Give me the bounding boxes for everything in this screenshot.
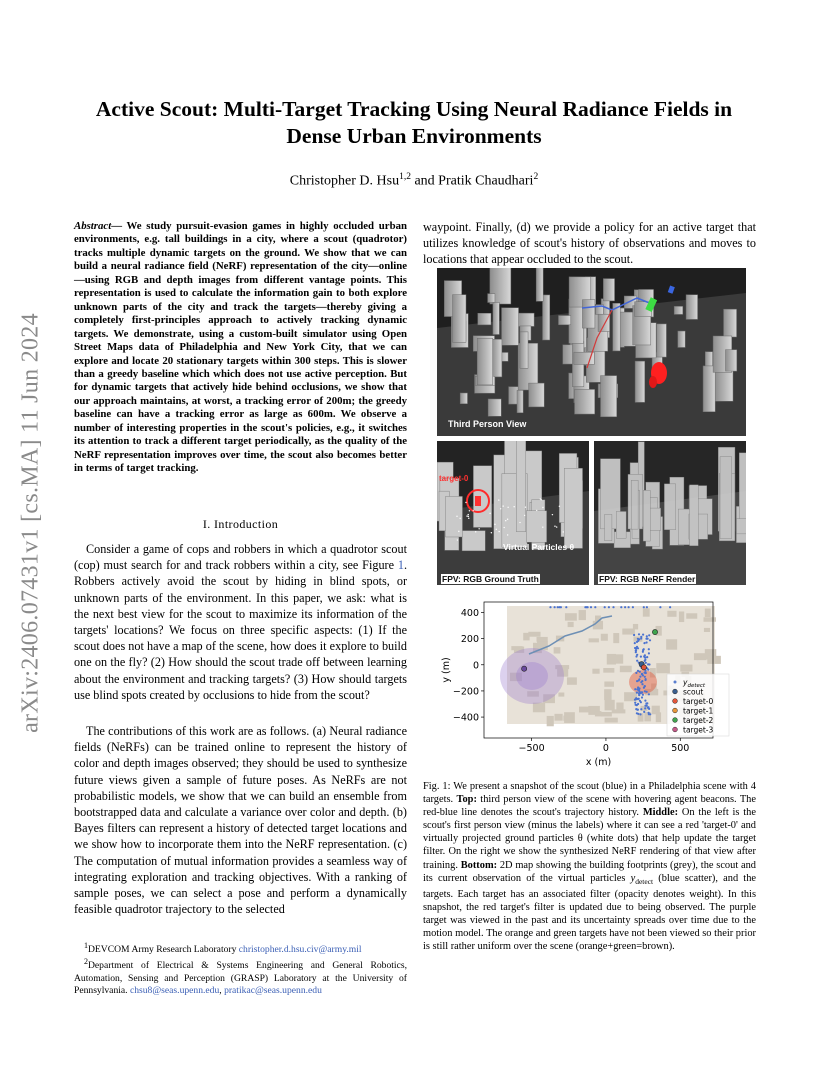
- right-paragraph-1: waypoint. Finally, (d) we provide a policy for an active target that utilizes knowledge of scout's history of observations and moves to locations that appear occluded to the scout.: [423, 220, 756, 267]
- legend-marker: [673, 708, 678, 713]
- legend-marker: [673, 689, 678, 694]
- legend-label: target-1: [683, 706, 714, 716]
- section-heading: I. Introduction: [202, 517, 279, 531]
- x-tick-label: 500: [671, 743, 690, 754]
- fpv-ground-truth-image: [437, 441, 589, 585]
- legend-marker: [673, 718, 678, 723]
- paper-title: Active Scout: Multi-Target Tracking Using Neural Radiance Fields in Dense Urban Environments: [95, 97, 733, 148]
- x-axis-label: x (m): [585, 757, 612, 768]
- y-tick-label: −200: [452, 686, 479, 698]
- target0-label: target-0: [439, 474, 469, 483]
- x-tick-label: −500: [518, 743, 545, 754]
- y-axis-label: y (m): [441, 657, 452, 683]
- fpv-nerf-label: FPV: RGB NeRF Render: [599, 574, 696, 584]
- legend-label: target-2: [683, 716, 714, 725]
- map-plot: [437, 596, 746, 776]
- virtual-particles-label: Virtual Particles θ: [503, 542, 575, 552]
- y-tick-label: −400: [452, 712, 479, 724]
- y-tick-label: 200: [460, 634, 479, 646]
- y-tick-label: 400: [460, 607, 479, 619]
- legend: [667, 674, 729, 736]
- figure-1: [437, 268, 746, 585]
- third-person-label: Third Person View: [448, 419, 527, 429]
- target-3-marker: [522, 666, 527, 671]
- fpv-nerf-render-image: [594, 441, 746, 585]
- email-link[interactable]: chsu8@seas.upenn.edu: [129, 984, 220, 996]
- author-1: Christopher D. Hsu: [289, 173, 400, 189]
- legend-label: $y_{detect}$: [683, 678, 706, 689]
- footnote-1: $^1$DEVCOM Army Research Laboratory christopher.d.hsu.civ@army.mil: [84, 941, 362, 956]
- figure-ref-link[interactable]: 1: [397, 558, 404, 573]
- footnote-2: $^2$Department of Electrical & Systems Engineering and General Robotics, Automation, Sensing and Perception (GRASP) Laboratory at the University of Pennsylvania. chsu8@seas.upenn.edu, pratikac@seas.upenn.edu: [74, 957, 407, 996]
- intro-paragraph-2: The contributions of this work are as follows. (a) Neural radiance fields (NeRFs) can be trained online to represent the history of color and depth images observed; they should be used to synthesize future views given a sample of future poses. As NeRFs are not probabilistic models, we show that we can build an ensemble from bootstrapped data and calculate a variance over color and depth. (b) Bayes filters can represent a history of detected target locations and we show how to incorporate them into the NeRF representation. (c) The computation of mutual information provides a seamless way of integrating exploration and tracking objectives. With a ranking of sample poses, we can select a pose and perform a dynamically feasible quadrotor trajectory to the selected: [74, 724, 407, 917]
- footnotes: [74, 940, 407, 997]
- target-2-marker: [652, 629, 657, 634]
- legend-label: target-3: [683, 725, 714, 735]
- y-tick-label: 0: [472, 660, 479, 672]
- legend-marker: [673, 699, 678, 704]
- author-2: Pratik Chaudhari: [438, 173, 534, 189]
- legend-marker: [674, 681, 677, 684]
- figure-caption: Fig. 1: We present a snapshot of the scout (blue) in a Philadelphia scene with 4 targets. Top: third person view of the scene with hovering agent beacons. The red-blue line denotes the scout's trajectory history. Middle: On the left is the scout's first person view (minus the labels) where it can see a red 'target-0' and virtually projected ground particles θ (white dots) that help update the target filter. On the right we show the synthesized NeRF rendering of that view after training. Bottom: 2D map showing the building footprints (grey), the scout and its current observation of the virtual particles $y_{detect}$ (blue scatter), and the targets. Each target has an associated filter (opacity denotes weight). In this snapshot, the red target's filter is updated due to being observed. The purple target was viewed in the past and its uncertainty spreads over time due to the motion model. The orange and green targets have not been viewed so their prior is still rather uniform over the scene (orange+green=brown).: [423, 781, 757, 953]
- arxiv-watermark: arXiv:2406.07431v1 [cs.MA] 11 Jun 2024: [17, 312, 44, 733]
- authors: Christopher D. Hsu$^{1,2}$ and Pratik Chaudhari$^2$: [289, 172, 539, 189]
- legend-label: target-0: [683, 697, 714, 706]
- email-link[interactable]: pratikac@seas.upenn.edu: [224, 984, 322, 996]
- target-0-marker: [641, 665, 646, 670]
- email-link[interactable]: christopher.d.hsu.civ@army.mil: [238, 944, 362, 956]
- fpv-rgb-label: FPV: RGB Ground Truth: [442, 574, 539, 584]
- legend-label: scout: [683, 687, 704, 697]
- legend-marker: [673, 727, 678, 732]
- intro-paragraph-1: Consider a game of cops and robbers in which a quadrotor scout (cop) must search for and track robbers within a city, see Figure 1. Robbers actively avoid the scout by hiding in blind spots, or unknown parts of the environment. In this paper, we ask: what is the next best view for the scout to maximize its information of the targets' locations? We focus on three specific aspects: (1) If the scout does not have a map of the scene, how does it explore to build one on the fly? (2) How should the scout trade off between learning about the environment and tracking targets? (3) How should targets use blind spots created by occlusions to hide from the scout?: [74, 542, 407, 702]
- third-person-view-image: [437, 268, 746, 436]
- x-tick-label: 0: [602, 743, 609, 754]
- abstract: Abstract— We study pursuit-evasion games in highly occluded urban environments, e.g. tall buildings in a city, where a scout (quadrotor) tracks multiple dynamic targets on the ground. We show that we can build a neural radiance field (NeRF) representation of the city—online—using RGB and depth images from different vantage points. This representation is used to calculate the information gain to both explore unknown parts of the city and track the targets—thereby giving a completely first-principles approach to actively tracking dynamic targets. We demonstrate, using a custom-built simulator using Open Street Maps data of Philadelphia and New York City, that we can explore and locate 20 stationary targets within 300 steps. This is slower than a greedy baseline which which does not use active perception. But for dynamic targets that actively hide behind occlusions, we show that our approach maintains, at worst, a tracking error of 200m; the greedy baseline can have a tracking error as large as 600m. We observe a number of interesting properties in the scout's policies, e.g., it switches its attention to track a different target periodically, as the quality of the NeRF representation improves over time, the scout also becomes better in terms of target tracking.: [74, 220, 407, 475]
